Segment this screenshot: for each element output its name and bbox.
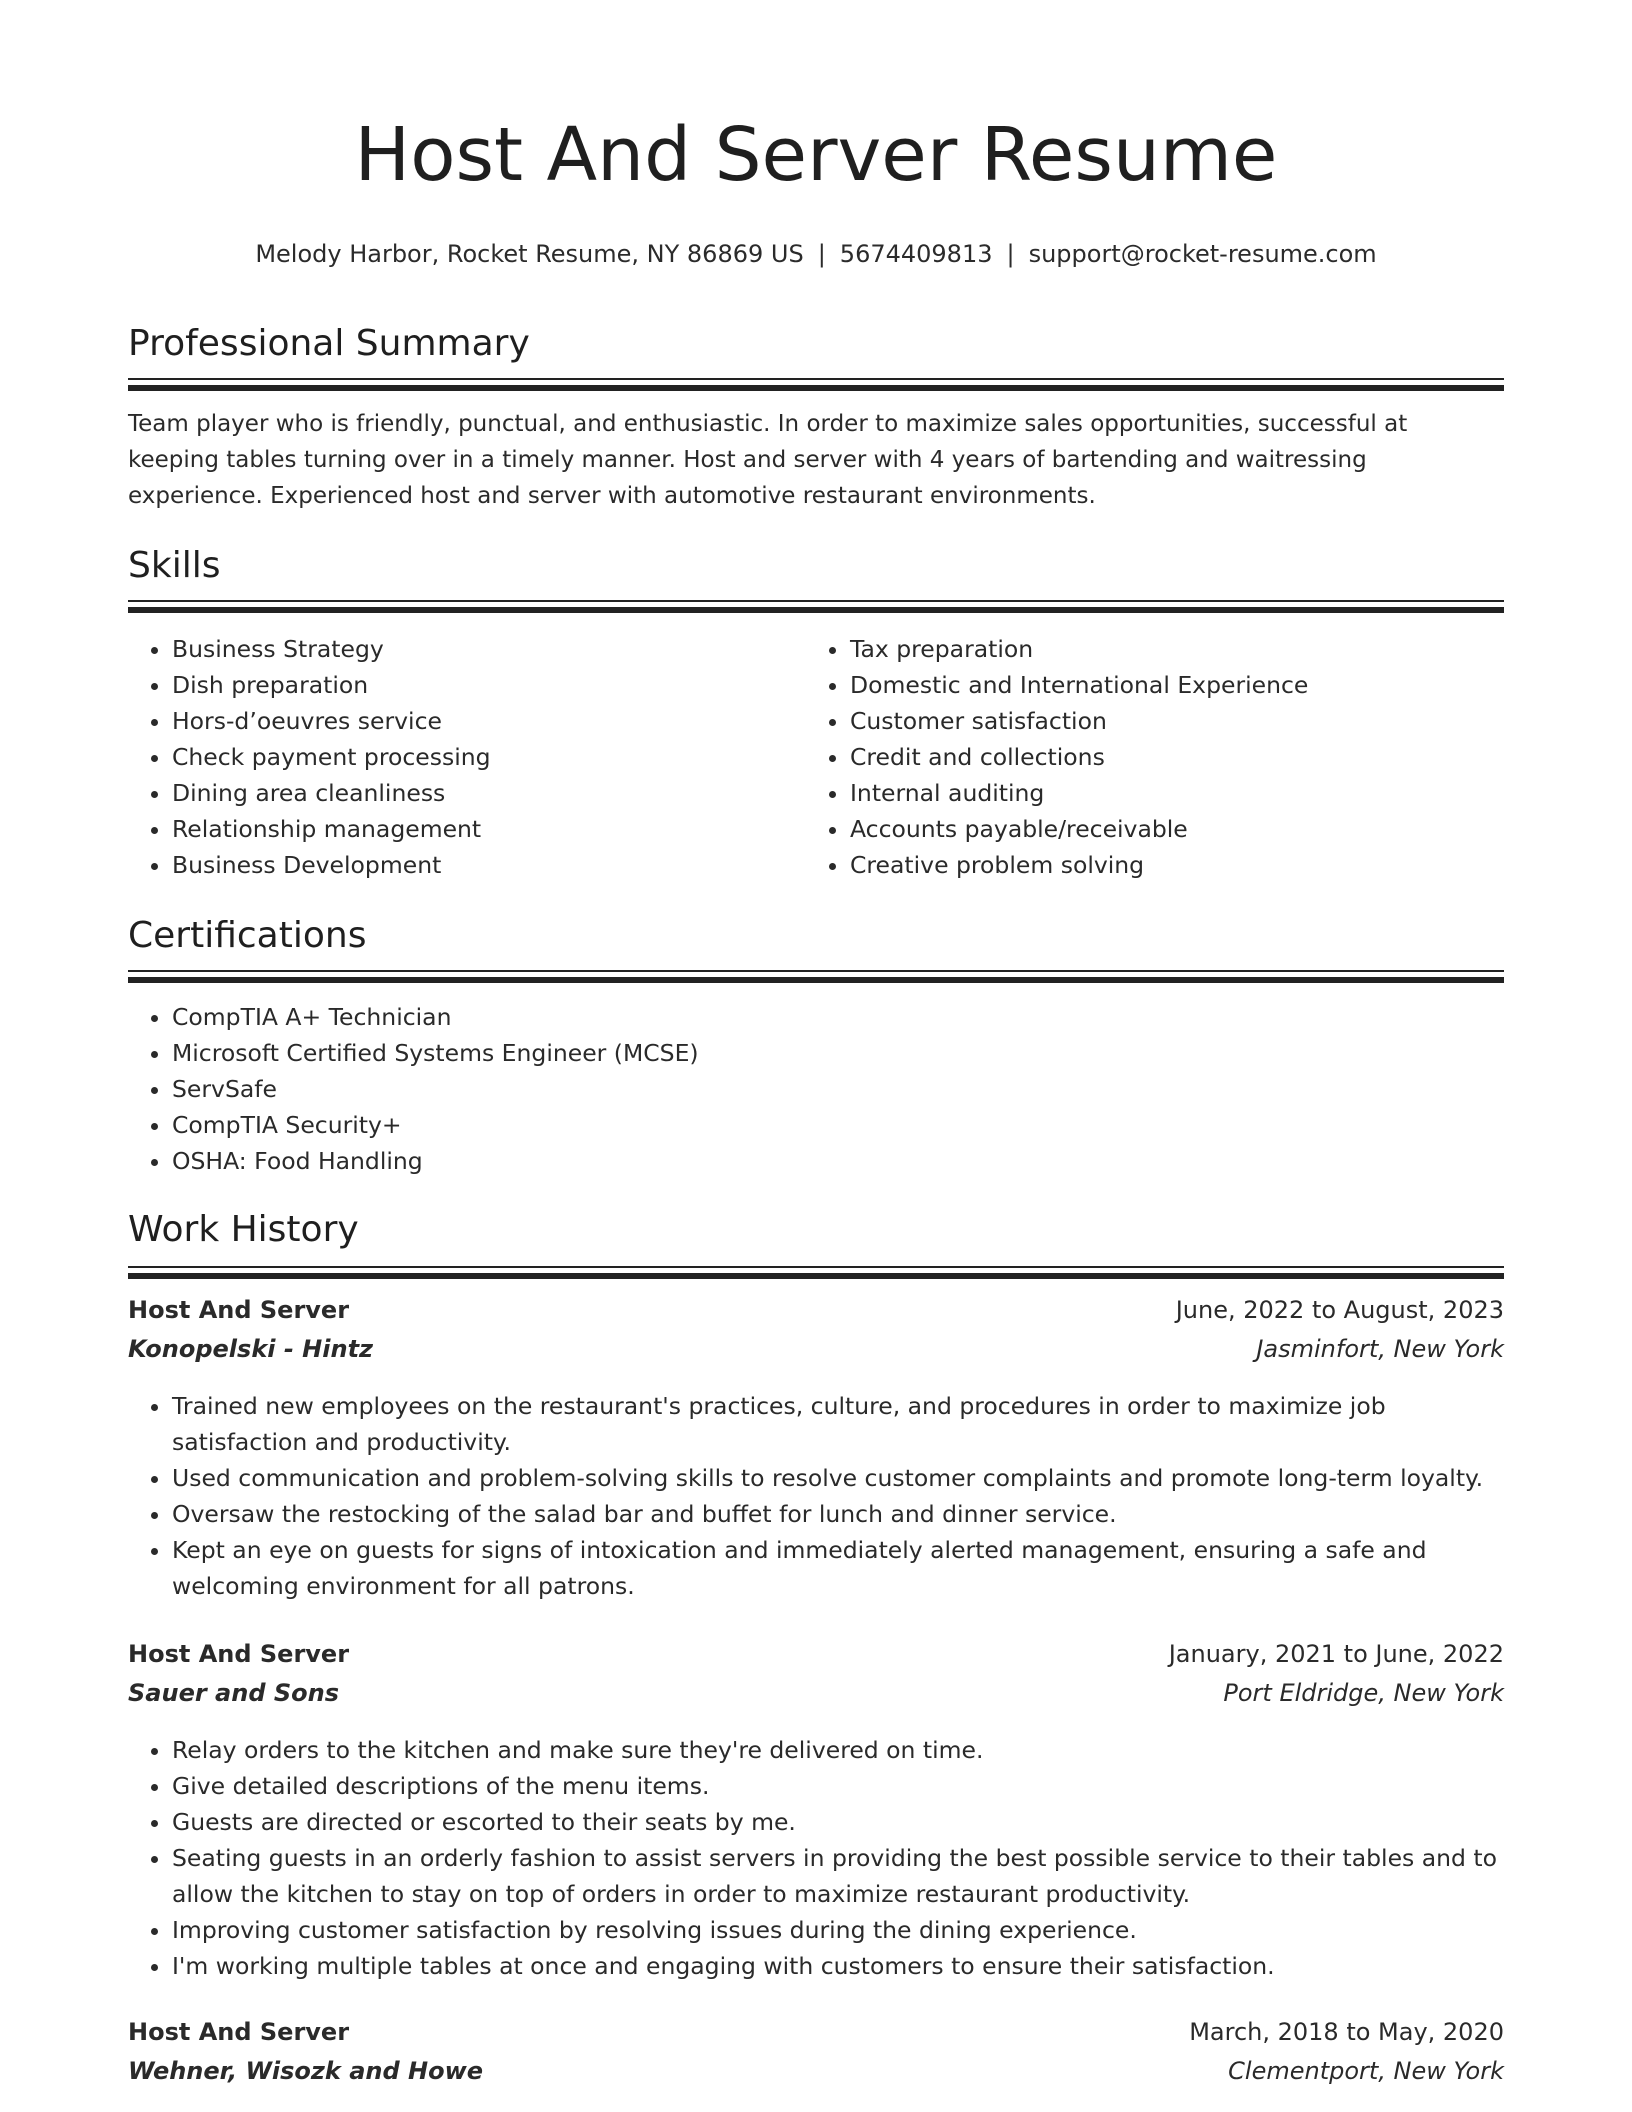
certification-item: • Microsoft Certified Systems Engineer (MCSE) bbox=[172, 1035, 1504, 1071]
certifications-list-wrap bbox=[128, 999, 1504, 1179]
resume-title: Host And Server Resume bbox=[354, 112, 1278, 198]
contact-phone: 5674409813 bbox=[839, 240, 993, 268]
work-history-section bbox=[128, 1209, 1504, 1250]
skills-right-column bbox=[806, 631, 1482, 883]
certification-item: • CompTIA A+ Technician bbox=[172, 999, 1504, 1035]
job-title: Host And Server bbox=[128, 2018, 350, 2046]
skills-left-list bbox=[128, 631, 804, 883]
skills-divider bbox=[128, 600, 1504, 613]
job-location: Jasminfort, New York bbox=[1256, 1335, 1504, 1363]
job-duty-item: • Give detailed descriptions of the menu items. bbox=[172, 1768, 1504, 1804]
job-dates: June, 2022 to August, 2023 bbox=[1175, 1296, 1504, 1324]
job-company: Sauer and Sons bbox=[128, 1679, 339, 1707]
job-company: Konopelski - Hintz bbox=[128, 1335, 374, 1363]
contact-address: Melody Harbor, Rocket Resume, NY 86869 US bbox=[255, 240, 804, 268]
job-company: Wehner, Wisozk and Howe bbox=[128, 2057, 484, 2085]
certifications-section bbox=[128, 915, 1504, 956]
job-duty-item: • Improving customer satisfaction by resolving issues during the dining experience. bbox=[172, 1912, 1504, 1948]
summary-heading: Professional Summary bbox=[128, 323, 530, 364]
contact-line bbox=[128, 240, 1504, 268]
job-entry bbox=[128, 1640, 1504, 1718]
job-duty-item: • Relay orders to the kitchen and make sure they're delivered on time. bbox=[172, 1732, 1504, 1768]
skill-item: • Business Development bbox=[172, 847, 804, 883]
summary-section bbox=[128, 323, 1504, 364]
skill-item: • Check payment processing bbox=[172, 739, 804, 775]
skill-item: • Hors-d’oeuvres service bbox=[172, 703, 804, 739]
skills-right-list bbox=[806, 631, 1482, 883]
job-duty-item: • I'm working multiple tables at once and engaging with customers to ensure their satisfaction. bbox=[172, 1948, 1504, 1984]
job-duties-list bbox=[128, 1388, 1504, 1604]
job-location: Port Eldridge, New York bbox=[1223, 1679, 1504, 1707]
skill-item: • Dining area cleanliness bbox=[172, 775, 804, 811]
contact-email: support@rocket-resume.com bbox=[1028, 240, 1377, 268]
job-duties-list bbox=[128, 1732, 1504, 1984]
job-duty-item: • Guests are directed or escorted to their seats by me. bbox=[172, 1804, 1504, 1840]
skill-item: • Tax preparation bbox=[850, 631, 1482, 667]
job-dates: March, 2018 to May, 2020 bbox=[1189, 2018, 1504, 2046]
job-location: Clementport, New York bbox=[1228, 2057, 1504, 2085]
skill-item: • Internal auditing bbox=[850, 775, 1482, 811]
skill-item: • Credit and collections bbox=[850, 739, 1482, 775]
certification-item: • ServSafe bbox=[172, 1071, 1504, 1107]
certifications-list bbox=[128, 999, 1504, 1179]
job-title: Host And Server bbox=[128, 1296, 350, 1324]
skill-item: • Customer satisfaction bbox=[850, 703, 1482, 739]
skill-item: • Business Strategy bbox=[172, 631, 804, 667]
job-duties bbox=[128, 1732, 1504, 1984]
skill-item: • Dish preparation bbox=[172, 667, 804, 703]
skill-item: • Domestic and International Experience bbox=[850, 667, 1482, 703]
certifications-heading: Certifications bbox=[128, 915, 367, 956]
skill-item: • Creative problem solving bbox=[850, 847, 1482, 883]
skill-item: • Accounts payable/receivable bbox=[850, 811, 1482, 847]
skills-heading: Skills bbox=[128, 545, 221, 586]
job-duty-item: • Seating guests in an orderly fashion to assist servers in providing the best possible service to their tables and to allow the kitchen to stay on top of orders in order to maximize restaurant productivity. bbox=[172, 1840, 1504, 1912]
summary-text: Team player who is friendly, punctual, and enthusiastic. In order to maximize sales opportunities, successful at keeping tables turning over in a timely manner. Host and server with 4 years of bartending and waitressing experience. Experienced host and server with automotive restaurant environments. bbox=[128, 411, 1408, 509]
work-history-heading: Work History bbox=[128, 1209, 359, 1250]
job-duty-item: • Used communication and problem-solving skills to resolve customer complaints and promote long-term loyalty. bbox=[172, 1460, 1504, 1496]
job-dates: January, 2021 to June, 2022 bbox=[1168, 1640, 1504, 1668]
skills-left-column bbox=[128, 631, 804, 883]
certification-item: • CompTIA Security+ bbox=[172, 1107, 1504, 1143]
job-entry bbox=[128, 2018, 1504, 2096]
job-duties bbox=[128, 1388, 1504, 1604]
contact-separator: | bbox=[1006, 240, 1015, 268]
skills-section bbox=[128, 545, 1504, 586]
job-title: Host And Server bbox=[128, 1640, 350, 1668]
skill-item: • Relationship management bbox=[172, 811, 804, 847]
certifications-divider bbox=[128, 970, 1504, 983]
job-duty-item: • Oversaw the restocking of the salad bar and buffet for lunch and dinner service. bbox=[172, 1496, 1504, 1532]
work-history-divider bbox=[128, 1266, 1504, 1279]
certification-item: • OSHA: Food Handling bbox=[172, 1143, 1504, 1179]
summary-divider bbox=[128, 378, 1504, 391]
job-entry bbox=[128, 1296, 1504, 1374]
contact-separator: | bbox=[817, 240, 826, 268]
job-duty-item: • Kept an eye on guests for signs of intoxication and immediately alerted management, ensuring a safe and welcoming environment for all patrons. bbox=[172, 1532, 1504, 1604]
job-duty-item: • Trained new employees on the restaurant's practices, culture, and procedures in order to maximize job satisfaction and productivity. bbox=[172, 1388, 1504, 1460]
